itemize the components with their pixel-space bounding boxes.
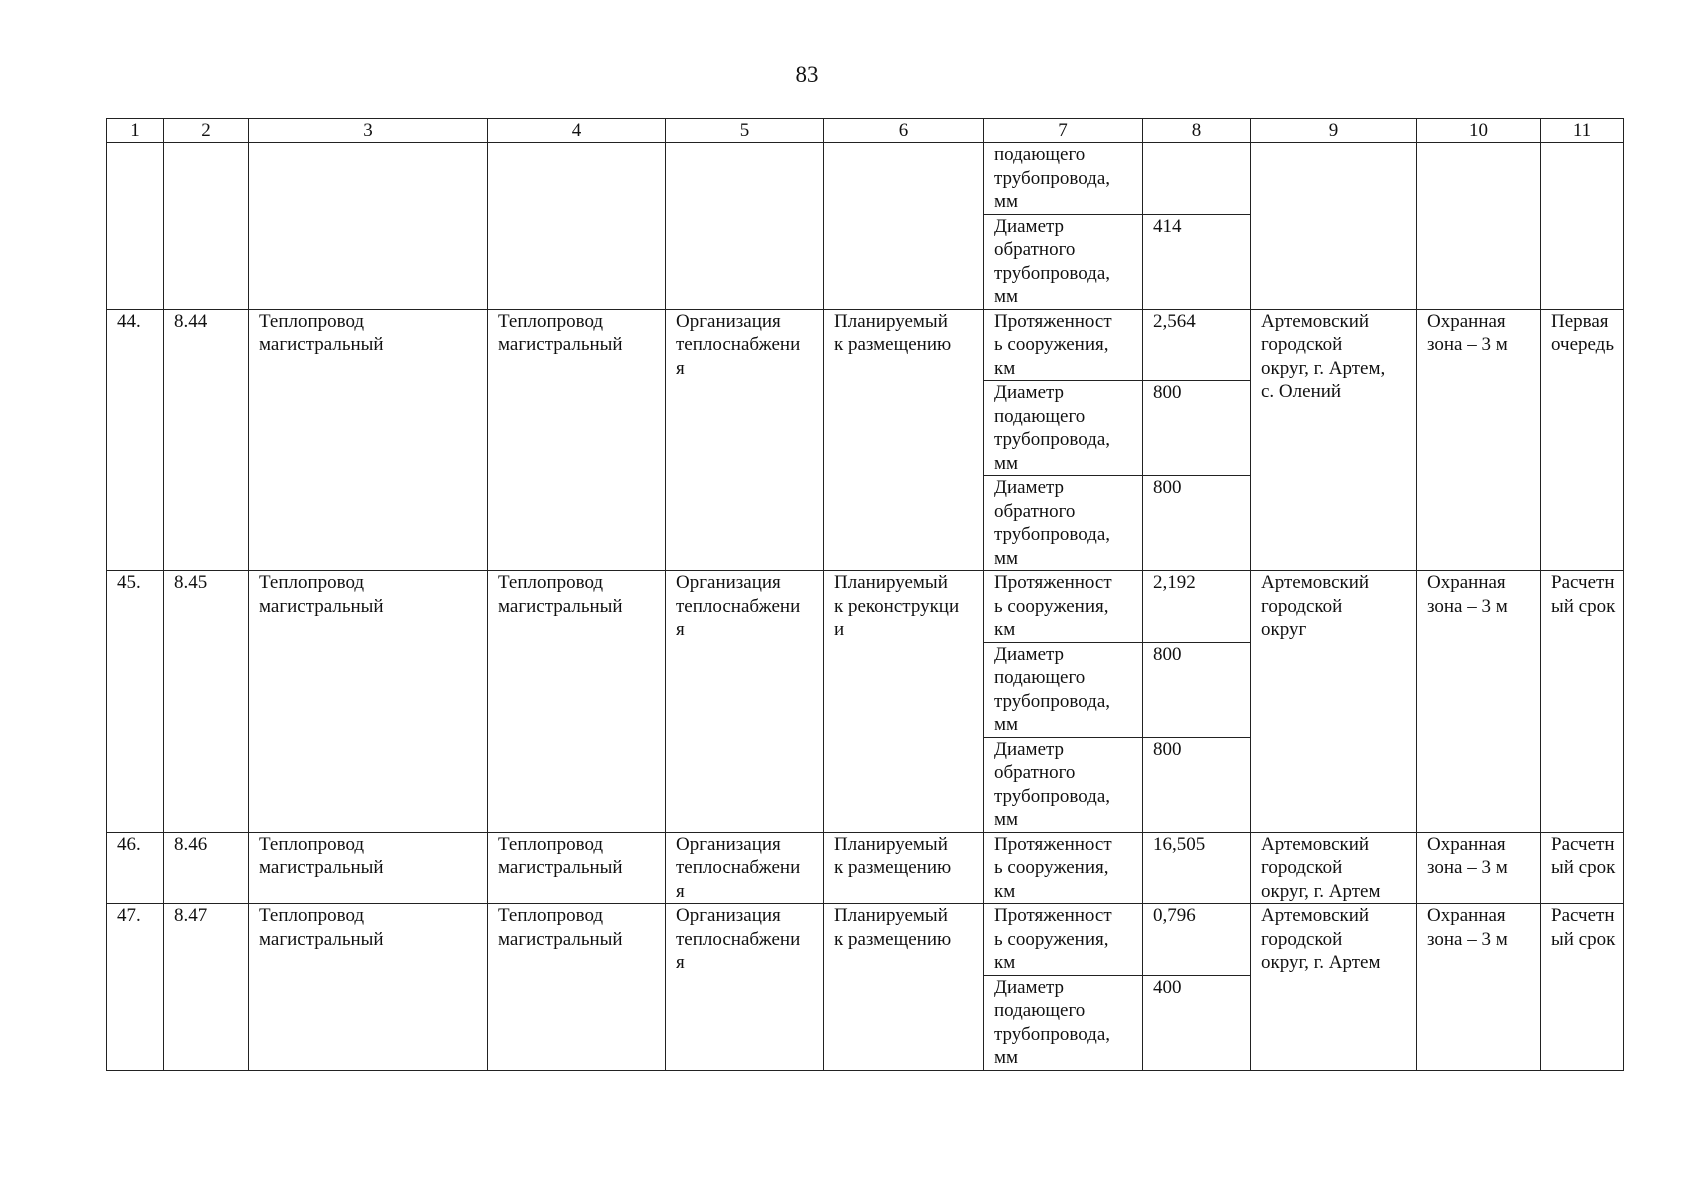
cell-param-value: 800 xyxy=(1143,642,1251,737)
cell-status xyxy=(824,143,984,310)
column-header: 8 xyxy=(1143,119,1251,143)
cell-param-name: Диаметр обратного трубопровода, мм xyxy=(984,214,1143,309)
cell-param-value: 16,505 xyxy=(1143,832,1251,904)
column-header: 1 xyxy=(107,119,164,143)
cell-number: 47. xyxy=(107,904,164,1071)
cell-param-name: Диаметр обратного трубопровода, мм xyxy=(984,737,1143,832)
cell-number: 46. xyxy=(107,832,164,904)
cell-location xyxy=(1251,143,1417,310)
cell-status: Планируемый к размещению xyxy=(824,904,984,1071)
cell-name: Теплопровод магистральный xyxy=(249,309,488,571)
cell-param-value xyxy=(1143,143,1251,215)
table-row xyxy=(107,309,1624,381)
cell-code xyxy=(164,143,249,310)
cell-name: Теплопровод магистральный xyxy=(249,904,488,1071)
cell-org: Организация теплоснабжени я xyxy=(666,571,824,833)
cell-param-value: 2,192 xyxy=(1143,571,1251,643)
cell-status: Планируемый к размещению xyxy=(824,832,984,904)
cell-location: Артемовский городской округ, г. Артем xyxy=(1251,904,1417,1071)
cell-zone: Охранная зона – 3 м xyxy=(1417,571,1541,833)
cell-param-value: 400 xyxy=(1143,975,1251,1070)
table-row xyxy=(107,832,1624,904)
cell-param-name: Протяженност ь сооружения, км xyxy=(984,904,1143,976)
cell-number: 44. xyxy=(107,309,164,571)
cell-param-value: 414 xyxy=(1143,214,1251,309)
cell-org: Организация теплоснабжени я xyxy=(666,832,824,904)
cell-type: Теплопровод магистральный xyxy=(488,309,666,571)
cell-zone: Охранная зона – 3 м xyxy=(1417,904,1541,1071)
cell-param-name: Диаметр подающего трубопровода, мм xyxy=(984,975,1143,1070)
cell-term: Расчетн ый срок xyxy=(1541,832,1624,904)
cell-param-name: Протяженност ь сооружения, км xyxy=(984,309,1143,381)
cell-code: 8.44 xyxy=(164,309,249,571)
cell-term: Расчетн ый срок xyxy=(1541,904,1624,1071)
table-row xyxy=(107,143,1624,215)
cell-param-name: подающего трубопровода, мм xyxy=(984,143,1143,215)
cell-org: Организация теплоснабжени я xyxy=(666,904,824,1071)
column-header: 9 xyxy=(1251,119,1417,143)
cell-param-value: 0,796 xyxy=(1143,904,1251,976)
cell-param-name: Диаметр подающего трубопровода, мм xyxy=(984,381,1143,476)
table-row xyxy=(107,571,1624,643)
cell-org: Организация теплоснабжени я xyxy=(666,309,824,571)
cell-number xyxy=(107,143,164,310)
cell-type: Теплопровод магистральный xyxy=(488,571,666,833)
cell-status: Планируемый к реконструкци и xyxy=(824,571,984,833)
column-header: 10 xyxy=(1417,119,1541,143)
cell-term: Первая очередь xyxy=(1541,309,1624,571)
cell-name xyxy=(249,143,488,310)
table-row xyxy=(107,904,1624,976)
column-header: 5 xyxy=(666,119,824,143)
cell-param-name: Диаметр обратного трубопровода, мм xyxy=(984,476,1143,571)
cell-param-name: Протяженност ь сооружения, км xyxy=(984,832,1143,904)
column-header: 6 xyxy=(824,119,984,143)
cell-org xyxy=(666,143,824,310)
cell-param-name: Диаметр подающего трубопровода, мм xyxy=(984,642,1143,737)
cell-param-value: 800 xyxy=(1143,737,1251,832)
cell-zone: Охранная зона – 3 м xyxy=(1417,309,1541,571)
column-number-row xyxy=(107,119,1624,143)
cell-code: 8.45 xyxy=(164,571,249,833)
cell-param-name: Протяженност ь сооружения, км xyxy=(984,571,1143,643)
objects-table xyxy=(106,118,1624,1071)
column-header: 4 xyxy=(488,119,666,143)
cell-term: Расчетн ый срок xyxy=(1541,571,1624,833)
cell-number: 45. xyxy=(107,571,164,833)
cell-param-value: 2,564 xyxy=(1143,309,1251,381)
cell-location: Артемовский городской округ xyxy=(1251,571,1417,833)
cell-code: 8.46 xyxy=(164,832,249,904)
cell-zone: Охранная зона – 3 м xyxy=(1417,832,1541,904)
column-header: 3 xyxy=(249,119,488,143)
cell-param-value: 800 xyxy=(1143,381,1251,476)
page-number: 83 xyxy=(795,62,819,87)
cell-type xyxy=(488,143,666,310)
cell-term xyxy=(1541,143,1624,310)
cell-status: Планируемый к размещению xyxy=(824,309,984,571)
column-header: 11 xyxy=(1541,119,1624,143)
cell-code: 8.47 xyxy=(164,904,249,1071)
column-header: 2 xyxy=(164,119,249,143)
cell-location: Артемовский городской округ, г. Артем, с. Олений xyxy=(1251,309,1417,571)
cell-name: Теплопровод магистральный xyxy=(249,832,488,904)
column-header: 7 xyxy=(984,119,1143,143)
cell-zone xyxy=(1417,143,1541,310)
cell-type: Теплопровод магистральный xyxy=(488,832,666,904)
cell-param-value: 800 xyxy=(1143,476,1251,571)
cell-type: Теплопровод магистральный xyxy=(488,904,666,1071)
cell-name: Теплопровод магистральный xyxy=(249,571,488,833)
cell-location: Артемовский городской округ, г. Артем xyxy=(1251,832,1417,904)
